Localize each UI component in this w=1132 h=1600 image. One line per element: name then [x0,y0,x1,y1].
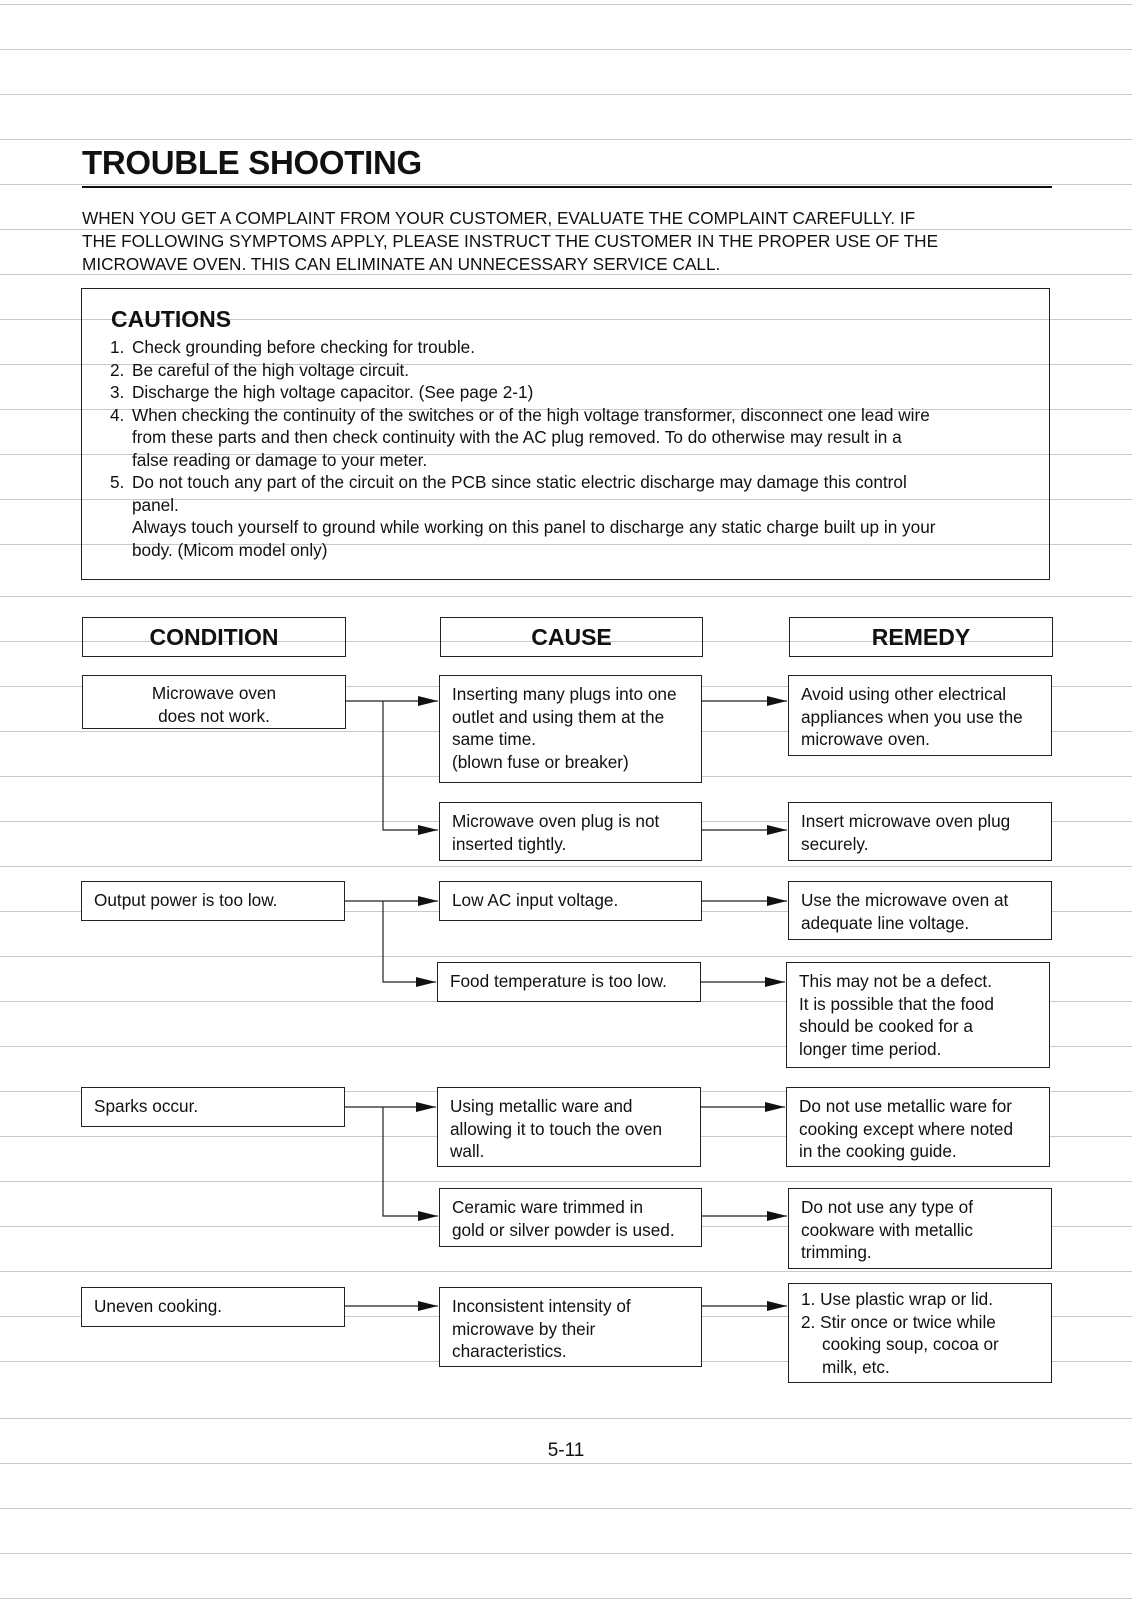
remedy-box [788,1283,1052,1383]
caution-number: 2. [110,359,125,380]
remedy-text: appliances when you use the [801,706,1023,727]
condition-box [81,1287,345,1327]
caution-text: body. (Micom model only) [132,539,328,560]
cause-text: Using metallic ware and [450,1096,633,1116]
remedy-text: Use the microwave oven at [801,890,1009,910]
intro-line: MICROWAVE OVEN. THIS CAN ELIMINATE AN UNNECESSARY SERVICE CALL. [82,254,721,274]
caution-number: 3. [110,382,125,402]
condition-box [81,1087,345,1127]
remedy-text: should be cooked for a [799,1016,973,1037]
remedy-text: microwave oven. [801,729,930,750]
caution-text: from these parts and then check continuity with the AC plug removed. To do otherwise may result in a [132,427,902,447]
cause-text: same time. [452,729,537,750]
cause-text: allowing it to touch the oven [450,1118,663,1139]
cause-text: gold or silver powder is used. [452,1219,675,1240]
caution-text: Be careful of the high voltage circuit. [132,359,410,380]
connector-arrow [383,701,438,830]
cause-header: CAUSE [440,617,703,657]
remedy-text: adequate line voltage. [801,912,970,933]
remedy-box [788,802,1052,861]
remedy-text: Do not use metallic ware for [799,1096,1013,1116]
remedy-text: 2. Stir once or twice while [801,1311,996,1332]
cause-box [439,802,702,861]
cautions-title: CAUTIONS [111,306,232,332]
cause-text: Inconsistent intensity of [452,1296,631,1316]
cause-text: Low AC input voltage. [452,890,619,910]
condition-text: Sparks occur. [94,1096,199,1116]
condition-text: Output power is too low. [94,890,278,910]
caution-number: 1. [110,337,125,357]
cause-box [439,1287,702,1367]
caution-number: 4. [110,404,125,425]
remedy-text: trimming. [801,1242,872,1263]
remedy-text: This may not be a defect. [799,971,992,991]
caution-text: Do not touch any part of the circuit on the PCB since static electric discharge may damage this control [132,472,907,492]
remedy-text: 1. Use plastic wrap or lid. [801,1289,993,1309]
connector-arrow [383,901,436,982]
caution-text: panel. [132,494,179,515]
cause-box [437,962,701,1002]
cause-box [439,1188,702,1247]
caution-text: When checking the continuity of the switches or of the high voltage transformer, disconnect one lead wire [132,404,930,425]
remedy-text: Avoid using other electrical [801,684,1007,704]
cause-box [439,675,702,783]
condition-box [82,675,346,729]
connector-arrow [383,1107,438,1216]
caution-text: false reading or damage to your meter. [132,449,428,470]
remedy-text: longer time period. [799,1038,942,1059]
caution-text: Check grounding before checking for trouble. [132,337,476,357]
cause-text: (blown fuse or breaker) [452,751,629,772]
condition-header: CONDITION [82,617,346,657]
remedy-text: in the cooking guide. [799,1141,957,1162]
condition-box [81,881,345,921]
remedy-box [786,962,1050,1068]
caution-text: Discharge the high voltage capacitor. (See page 2-1) [132,382,534,402]
caution-number: 5. [110,472,125,492]
cause-text: Ceramic ware trimmed in [452,1197,644,1217]
remedy-text: cooking except where noted [799,1118,1014,1139]
remedy-box [788,1188,1052,1269]
intro-line: THE FOLLOWING SYMPTOMS APPLY, PLEASE INSTRUCT THE CUSTOMER IN THE PROPER USE OF THE [82,231,939,251]
cause-box [439,881,702,921]
remedy-text: Insert microwave oven plug [801,811,1011,831]
cause-text: wall. [450,1141,485,1162]
remedy-box [788,881,1052,940]
condition-text: does not work. [158,705,270,726]
condition-text: Microwave oven [151,683,277,703]
remedy-box [788,675,1052,756]
remedy-header: REMEDY [789,617,1053,657]
cause-text: microwave by their [452,1318,596,1339]
remedy-box [786,1087,1050,1167]
remedy-text: milk, etc. [822,1356,890,1377]
page-title: TROUBLE SHOOTING [82,144,422,181]
cause-text: Inserting many plugs into one [452,684,677,704]
remedy-text: Do not use any type of [801,1197,973,1217]
cause-text: Microwave oven plug is not [452,811,660,831]
cause-text: outlet and using them at the [452,706,665,727]
cause-text: inserted tightly. [452,833,567,854]
page-number: 5-11 [547,1440,585,1461]
caution-text: Always touch yourself to ground while working on this panel to discharge any static charge built up in your [132,517,936,537]
condition-text: Uneven cooking. [94,1296,223,1316]
remedy-text: cooking soup, cocoa or [822,1334,999,1355]
remedy-text: cookware with metallic [801,1219,973,1240]
cause-text: Food temperature is too low. [450,971,667,991]
remedy-text: securely. [801,833,869,854]
cause-box [437,1087,701,1167]
remedy-text: It is possible that the food [799,993,994,1014]
intro-line: WHEN YOU GET A COMPLAINT FROM YOUR CUSTOMER, EVALUATE THE COMPLAINT CAREFULLY. IF [82,208,916,228]
cause-text: characteristics. [452,1341,567,1362]
